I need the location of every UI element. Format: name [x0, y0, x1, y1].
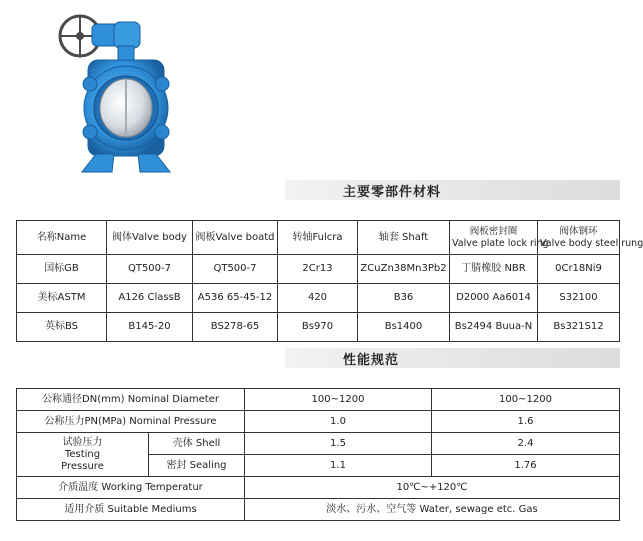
performance-table: [16, 388, 620, 521]
header-valve-body: 阀体Valve body: [107, 221, 193, 255]
table-cell: 1.0: [245, 411, 432, 433]
table-cell: S32100: [538, 284, 620, 313]
table-cell: 10℃~+120℃: [245, 477, 620, 499]
table-cell: 100~1200: [245, 389, 432, 411]
table-cell: 1.1: [245, 455, 432, 477]
table-row: [17, 284, 620, 313]
table-cell: QT500-7: [193, 255, 278, 284]
table-cell: B145-20: [107, 313, 193, 342]
table-cell: D2000 Aa6014: [450, 284, 538, 313]
table-row: [17, 499, 620, 521]
medium-temperature-label: 介质温度 Working Temperatur: [17, 477, 245, 499]
testing-pressure-label: 试验压力 Testing Pressure: [17, 433, 149, 477]
table-cell: Bs970: [278, 313, 358, 342]
table-cell: 丁腈橡胶 NBR: [450, 255, 538, 284]
table-row: [17, 389, 620, 411]
header-steel-ring: 阀体钢环 Valve body steel rung: [538, 221, 620, 255]
table-cell: ZCuZn38Mn3Pb2: [358, 255, 450, 284]
header-fulcra: 转轴Fulcra: [278, 221, 358, 255]
table-cell: BS278-65: [193, 313, 278, 342]
table-cell: 1.5: [245, 433, 432, 455]
table-cell: 2.4: [432, 433, 620, 455]
table-cell: A536 65-45-12: [193, 284, 278, 313]
row-standard-astm: 美标ASTM: [17, 284, 107, 313]
table-row: [17, 313, 620, 342]
table-row: [17, 411, 620, 433]
table-cell: B36: [358, 284, 450, 313]
table-cell: 1.76: [432, 455, 620, 477]
row-standard-bs: 英标BS: [17, 313, 107, 342]
table-cell: Bs2494 Buua-N: [450, 313, 538, 342]
header-name: 名称Name: [17, 221, 107, 255]
table-row: [17, 255, 620, 284]
sealing-label: 密封 Sealing: [149, 455, 245, 477]
nominal-diameter-label: 公称通径DN(mm) Nominal Diameter: [17, 389, 245, 411]
row-standard-gb: 国标GB: [17, 255, 107, 284]
table-cell: A126 ClassB: [107, 284, 193, 313]
performance-title: 性能规范: [343, 353, 400, 368]
nominal-pressure-label: 公称压力PN(MPa) Nominal Pressure: [17, 411, 245, 433]
table-cell: Bs321S12: [538, 313, 620, 342]
table-cell: 1.6: [432, 411, 620, 433]
table-cell: 2Cr13: [278, 255, 358, 284]
materials-header-row: [17, 221, 620, 255]
table-cell: 100~1200: [432, 389, 620, 411]
materials-table: [16, 220, 643, 342]
performance-title-bar: [285, 348, 620, 368]
butterfly-valve-image: [52, 4, 202, 176]
table-row: [17, 477, 620, 499]
header-lock-ring: 阀板密封圈 Valve plate lock ring: [450, 221, 538, 255]
suitable-mediums-label: 适用介质 Suitable Mediums: [17, 499, 245, 521]
header-shaft: 轴套 Shaft: [358, 221, 450, 255]
table-cell: Bs1400: [358, 313, 450, 342]
table-cell: 420: [278, 284, 358, 313]
header-valve-board: 阀板Valve boatd: [193, 221, 278, 255]
table-cell: QT500-7: [107, 255, 193, 284]
table-cell: 淡水、污水、空气等 Water, sewage etc. Gas: [245, 499, 620, 521]
shell-label: 壳体 Shell: [149, 433, 245, 455]
table-cell: 0Cr18Ni9: [538, 255, 620, 284]
materials-title-bar: [285, 180, 620, 200]
table-row: [17, 433, 620, 455]
materials-title: 主要零部件材料: [343, 185, 442, 200]
